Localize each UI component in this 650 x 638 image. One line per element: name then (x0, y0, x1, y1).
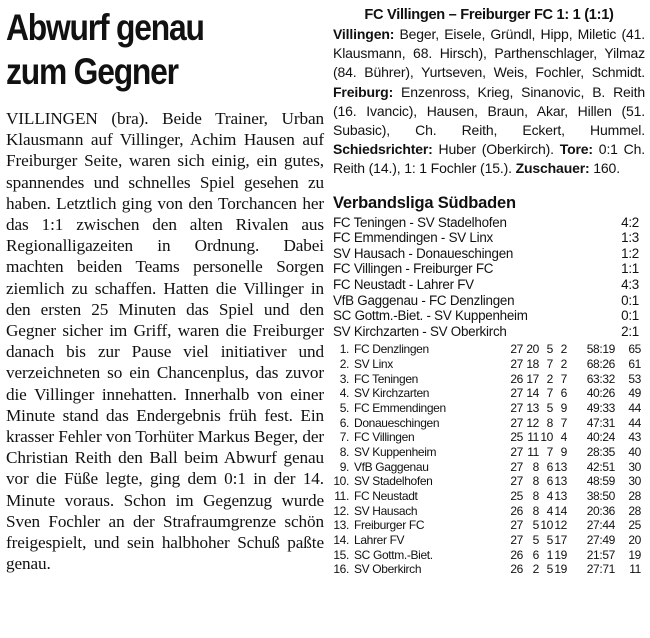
table-row (333, 401, 645, 416)
standing-goals: 47:31 (586, 415, 615, 430)
standing-won: 17 (526, 371, 539, 386)
standing-goals: 27:71 (586, 562, 615, 577)
table-row (333, 474, 645, 489)
result-match: SV Kirchzarten - SV Oberkirch (333, 323, 507, 339)
standing-played: 27 (510, 532, 523, 547)
table-row (333, 445, 645, 460)
standing-points: 65 (628, 342, 641, 357)
standing-won: 14 (526, 386, 539, 401)
referee-label: Schiedsrichter: (333, 141, 433, 158)
headline-line-2: zum Gegner (6, 51, 178, 92)
standing-goals: 48:59 (586, 474, 615, 489)
standing-goals: 40:26 (586, 386, 615, 401)
standing-lost: 19 (554, 547, 567, 562)
result-score: 1:2 (621, 245, 639, 261)
table-row (333, 460, 645, 475)
table-row (333, 562, 645, 577)
spectators-label: Zuschauer: (515, 160, 590, 177)
standing-played: 25 (510, 430, 523, 445)
standing-rank: 2. (339, 357, 349, 372)
result-score: 4:3 (621, 277, 639, 292)
result-match: FC Teningen - SV Stadelhofen (333, 214, 507, 230)
standing-drawn: 5 (546, 342, 553, 357)
standing-lost: 17 (554, 532, 567, 547)
standing-points: 30 (628, 459, 641, 474)
standing-rank: 1. (339, 342, 349, 357)
standing-played: 27 (510, 415, 523, 430)
standing-goals: 38:50 (586, 488, 615, 503)
standing-team: FC Denzlingen (354, 342, 429, 357)
match-title: FC Villingen – Freiburger FC 1: 1 (1:1) (364, 7, 614, 23)
standing-played: 27 (510, 444, 523, 459)
standing-goals: 27:44 (586, 518, 615, 533)
standing-goals: 28:35 (586, 444, 615, 459)
result-score: 1:1 (621, 261, 639, 277)
table-row (333, 386, 645, 401)
result-row (333, 261, 645, 277)
standing-goals: 68:26 (586, 357, 615, 372)
standing-points: 28 (628, 503, 641, 518)
standing-drawn: 5 (546, 401, 553, 415)
standing-won: 8 (532, 459, 539, 474)
standing-drawn: 8 (546, 415, 553, 430)
article-body: VILLINGEN (bra). Beide Trainer, Urban Klausmann auf Villinger, Achim Hausen auf Freiburger Seite, waren sich einig, ein gutes, spannendes und schnelles Spiel gesehen zu haben. Letztlich ging von den Torchancen her das 1:1 zwischen den alten Rivalen aus Regionalligazeiten in Ordnung. Dabei machten beiden Teams personelle Sorgen ziemlich zu schaffen. Hatten die Villinger in den ersten 25 Minuten das Spiel und den Gegner sicher im Griff, waren die Freiburger danach bis zur Pause viel initiativer und verzeichneten so ein Chancenplus, das zuvor die Villinger innehatten. Innerhalb von einer Minute stand das Endergebnis früh fest. Ein krasser Fehler von Torhüter Markus Beger, der Christian Reith den Ball beim Abwurf genau vor die Füße legte, ging dem 0:1 in der 14. Minute voraus. Schon im Gegenzug wurde Sven Fochler an der Strafraumgrenze schön freigespielt, und sein halbhoher Schuß paßte genau. (6, 109, 324, 574)
standing-lost: 13 (554, 488, 567, 503)
standing-team: FC Villingen (354, 430, 415, 445)
standing-points: 44 (628, 401, 641, 415)
standing-lost: 13 (554, 459, 567, 474)
table-row (333, 430, 645, 445)
result-score: 2:1 (621, 323, 639, 339)
standing-drawn: 5 (546, 532, 553, 547)
freiburg-label: Freiburg: (333, 83, 394, 100)
standing-team: FC Emmendingen (354, 401, 446, 415)
standing-played: 27 (510, 342, 523, 357)
result-row (333, 308, 645, 324)
standing-played: 26 (510, 371, 523, 386)
standing-played: 26 (510, 503, 523, 518)
standing-rank: 7. (339, 430, 349, 445)
standing-team: SV Kirchzarten (354, 386, 430, 401)
standing-won: 8 (532, 474, 539, 489)
standing-played: 27 (510, 474, 523, 489)
standings-table (333, 342, 645, 577)
standing-lost: 7 (560, 415, 567, 430)
result-match: SV Hausach - Donaueschingen (333, 245, 514, 261)
standing-rank: 15. (333, 547, 349, 562)
standing-won: 2 (532, 562, 539, 577)
standing-drawn: 6 (546, 474, 553, 489)
standing-rank: 16. (333, 562, 349, 577)
standing-played: 26 (510, 562, 523, 577)
standing-goals: 58:19 (586, 342, 615, 357)
goals-label: Tore: (559, 141, 593, 158)
table-row (333, 372, 645, 387)
villingen-lineup: Beger, Eisele, Gründl, Hipp, Miletic (41. Klausmann, 68. Hirsch), Parthenschlager, Yilmaz (84. Bührer), Yurtseven, Weis, Fochler, Schmidt. (333, 26, 645, 81)
standing-points: 11 (629, 562, 641, 577)
standing-played: 27 (510, 401, 523, 415)
standing-team: VfB Gaggenau (354, 459, 429, 474)
sports-column (333, 6, 645, 577)
standing-lost: 2 (560, 357, 567, 372)
results-list (333, 215, 645, 340)
standing-points: 49 (628, 386, 641, 401)
standing-points: 20 (628, 532, 641, 547)
standing-drawn: 1 (546, 547, 553, 562)
standing-points: 53 (628, 371, 641, 386)
standing-drawn: 2 (546, 371, 553, 386)
standing-won: 8 (532, 503, 539, 518)
standing-rank: 8. (339, 444, 349, 459)
table-row (333, 489, 645, 504)
standing-drawn: 7 (546, 357, 553, 372)
standing-won: 8 (532, 488, 539, 503)
standing-played: 27 (510, 518, 523, 533)
standing-points: 25 (628, 518, 641, 533)
referee-text: Huber (Oberkirch). (432, 141, 560, 158)
standing-points: 30 (628, 474, 641, 489)
standing-played: 25 (510, 488, 523, 503)
result-row (333, 215, 645, 231)
standing-played: 27 (510, 357, 523, 372)
standing-points: 61 (628, 357, 641, 372)
result-match: FC Villingen - Freiburger FC (333, 261, 494, 277)
standing-drawn: 4 (546, 503, 553, 518)
standing-played: 27 (510, 386, 523, 401)
standing-team: SV Oberkirch (354, 562, 422, 577)
result-score: 4:2 (621, 214, 639, 230)
standing-rank: 3. (339, 371, 349, 386)
spectators-text: 160. (589, 160, 620, 177)
standing-points: 40 (628, 444, 641, 459)
standing-drawn: 10 (540, 518, 553, 533)
standing-won: 18 (526, 357, 539, 372)
standing-drawn: 7 (546, 386, 553, 401)
standing-goals: 21:57 (586, 547, 615, 562)
standing-won: 13 (526, 401, 539, 415)
table-row (333, 533, 645, 548)
standing-team: Donaueschingen (354, 415, 440, 430)
standing-won: 11 (527, 430, 539, 445)
standing-won: 6 (532, 547, 539, 562)
standing-team: SV Kuppenheim (354, 444, 437, 459)
standing-team: SV Hausach (354, 503, 418, 518)
standing-rank: 14. (333, 532, 349, 547)
article-column (6, 6, 324, 574)
standing-drawn: 6 (546, 459, 553, 474)
result-match: FC Neustadt - Lahrer FV (333, 277, 474, 292)
standing-goals: 20:36 (586, 503, 615, 518)
result-row (333, 246, 645, 262)
result-score: 0:1 (621, 308, 639, 324)
standing-rank: 11. (334, 488, 349, 503)
standing-rank: 13. (333, 518, 349, 533)
standing-team: SV Stadelhofen (354, 474, 433, 489)
standing-rank: 9. (339, 459, 349, 474)
standing-rank: 12. (333, 503, 349, 518)
standing-rank: 5. (339, 401, 349, 415)
standing-points: 43 (628, 430, 641, 445)
headline (6, 6, 279, 94)
result-match: SC Gottm.-Biet. - SV Kuppenheim (333, 308, 528, 324)
standing-goals: 27:49 (586, 532, 615, 547)
result-match: VfB Gaggenau - FC Denzlingen (333, 292, 515, 308)
standing-lost: 2 (560, 342, 567, 357)
standing-team: FC Neustadt (354, 488, 418, 503)
standing-lost: 6 (560, 386, 567, 401)
standing-lost: 9 (560, 401, 567, 415)
result-row (333, 324, 645, 340)
villingen-label: Villingen: (333, 26, 395, 42)
standing-team: Lahrer FV (354, 532, 405, 547)
table-row (333, 416, 645, 431)
standing-drawn: 4 (546, 488, 553, 503)
standing-points: 44 (628, 415, 641, 430)
standing-team: SC Gottm.-Biet. (354, 547, 433, 562)
standing-rank: 4. (339, 386, 349, 401)
standing-lost: 19 (554, 562, 567, 577)
result-row (333, 230, 645, 246)
freiburg-lineup: Enzenross, Krieg, Sinanovic, B. Reith (16. Ivancic), Hausen, Braun, Akar, Hillen (51. Subasic), Ch. Reith, Eckert, Hummel. (333, 83, 645, 139)
table-row (333, 342, 645, 357)
standing-team: Freiburger FC (354, 518, 425, 533)
headline-line-1: Abwurf genau (6, 7, 204, 48)
standing-rank: 6. (339, 415, 349, 430)
standing-team: FC Teningen (354, 371, 418, 386)
standing-goals: 49:33 (586, 401, 615, 415)
standing-won: 5 (532, 518, 539, 533)
standing-won: 12 (526, 415, 539, 430)
standing-goals: 42:51 (586, 459, 615, 474)
standing-drawn: 7 (546, 444, 553, 459)
table-row (333, 357, 645, 372)
standing-goals: 40:24 (586, 430, 615, 445)
goals-text: 0:1 Ch. Reith (14.), 1: 1 Fochler (15.). (333, 141, 646, 177)
standing-drawn: 10 (540, 430, 553, 445)
result-match: FC Emmendingen - SV Linx (333, 230, 493, 246)
result-score: 1:3 (621, 230, 639, 246)
standing-rank: 10. (333, 474, 349, 489)
result-score: 0:1 (621, 292, 639, 308)
standing-won: 5 (532, 532, 539, 547)
standing-lost: 14 (554, 503, 567, 518)
standing-won: 20 (526, 342, 539, 357)
standing-goals: 63:32 (586, 371, 615, 386)
standing-lost: 7 (560, 371, 567, 386)
standing-lost: 13 (554, 474, 567, 489)
standing-lost: 9 (560, 444, 567, 459)
standing-lost: 12 (554, 518, 567, 533)
result-row (333, 277, 645, 293)
standing-points: 28 (628, 488, 641, 503)
standing-played: 26 (510, 547, 523, 562)
table-row (333, 504, 645, 519)
table-row (333, 518, 645, 533)
result-row (333, 293, 645, 309)
match-report (333, 25, 645, 179)
standing-drawn: 5 (546, 562, 553, 577)
standing-points: 19 (628, 547, 641, 562)
standing-team: SV Linx (354, 357, 393, 372)
standing-lost: 4 (560, 430, 567, 445)
league-title: Verbandsliga Südbaden (333, 193, 516, 212)
standing-played: 27 (510, 459, 523, 474)
table-row (333, 548, 645, 563)
standing-won: 11 (527, 444, 539, 459)
